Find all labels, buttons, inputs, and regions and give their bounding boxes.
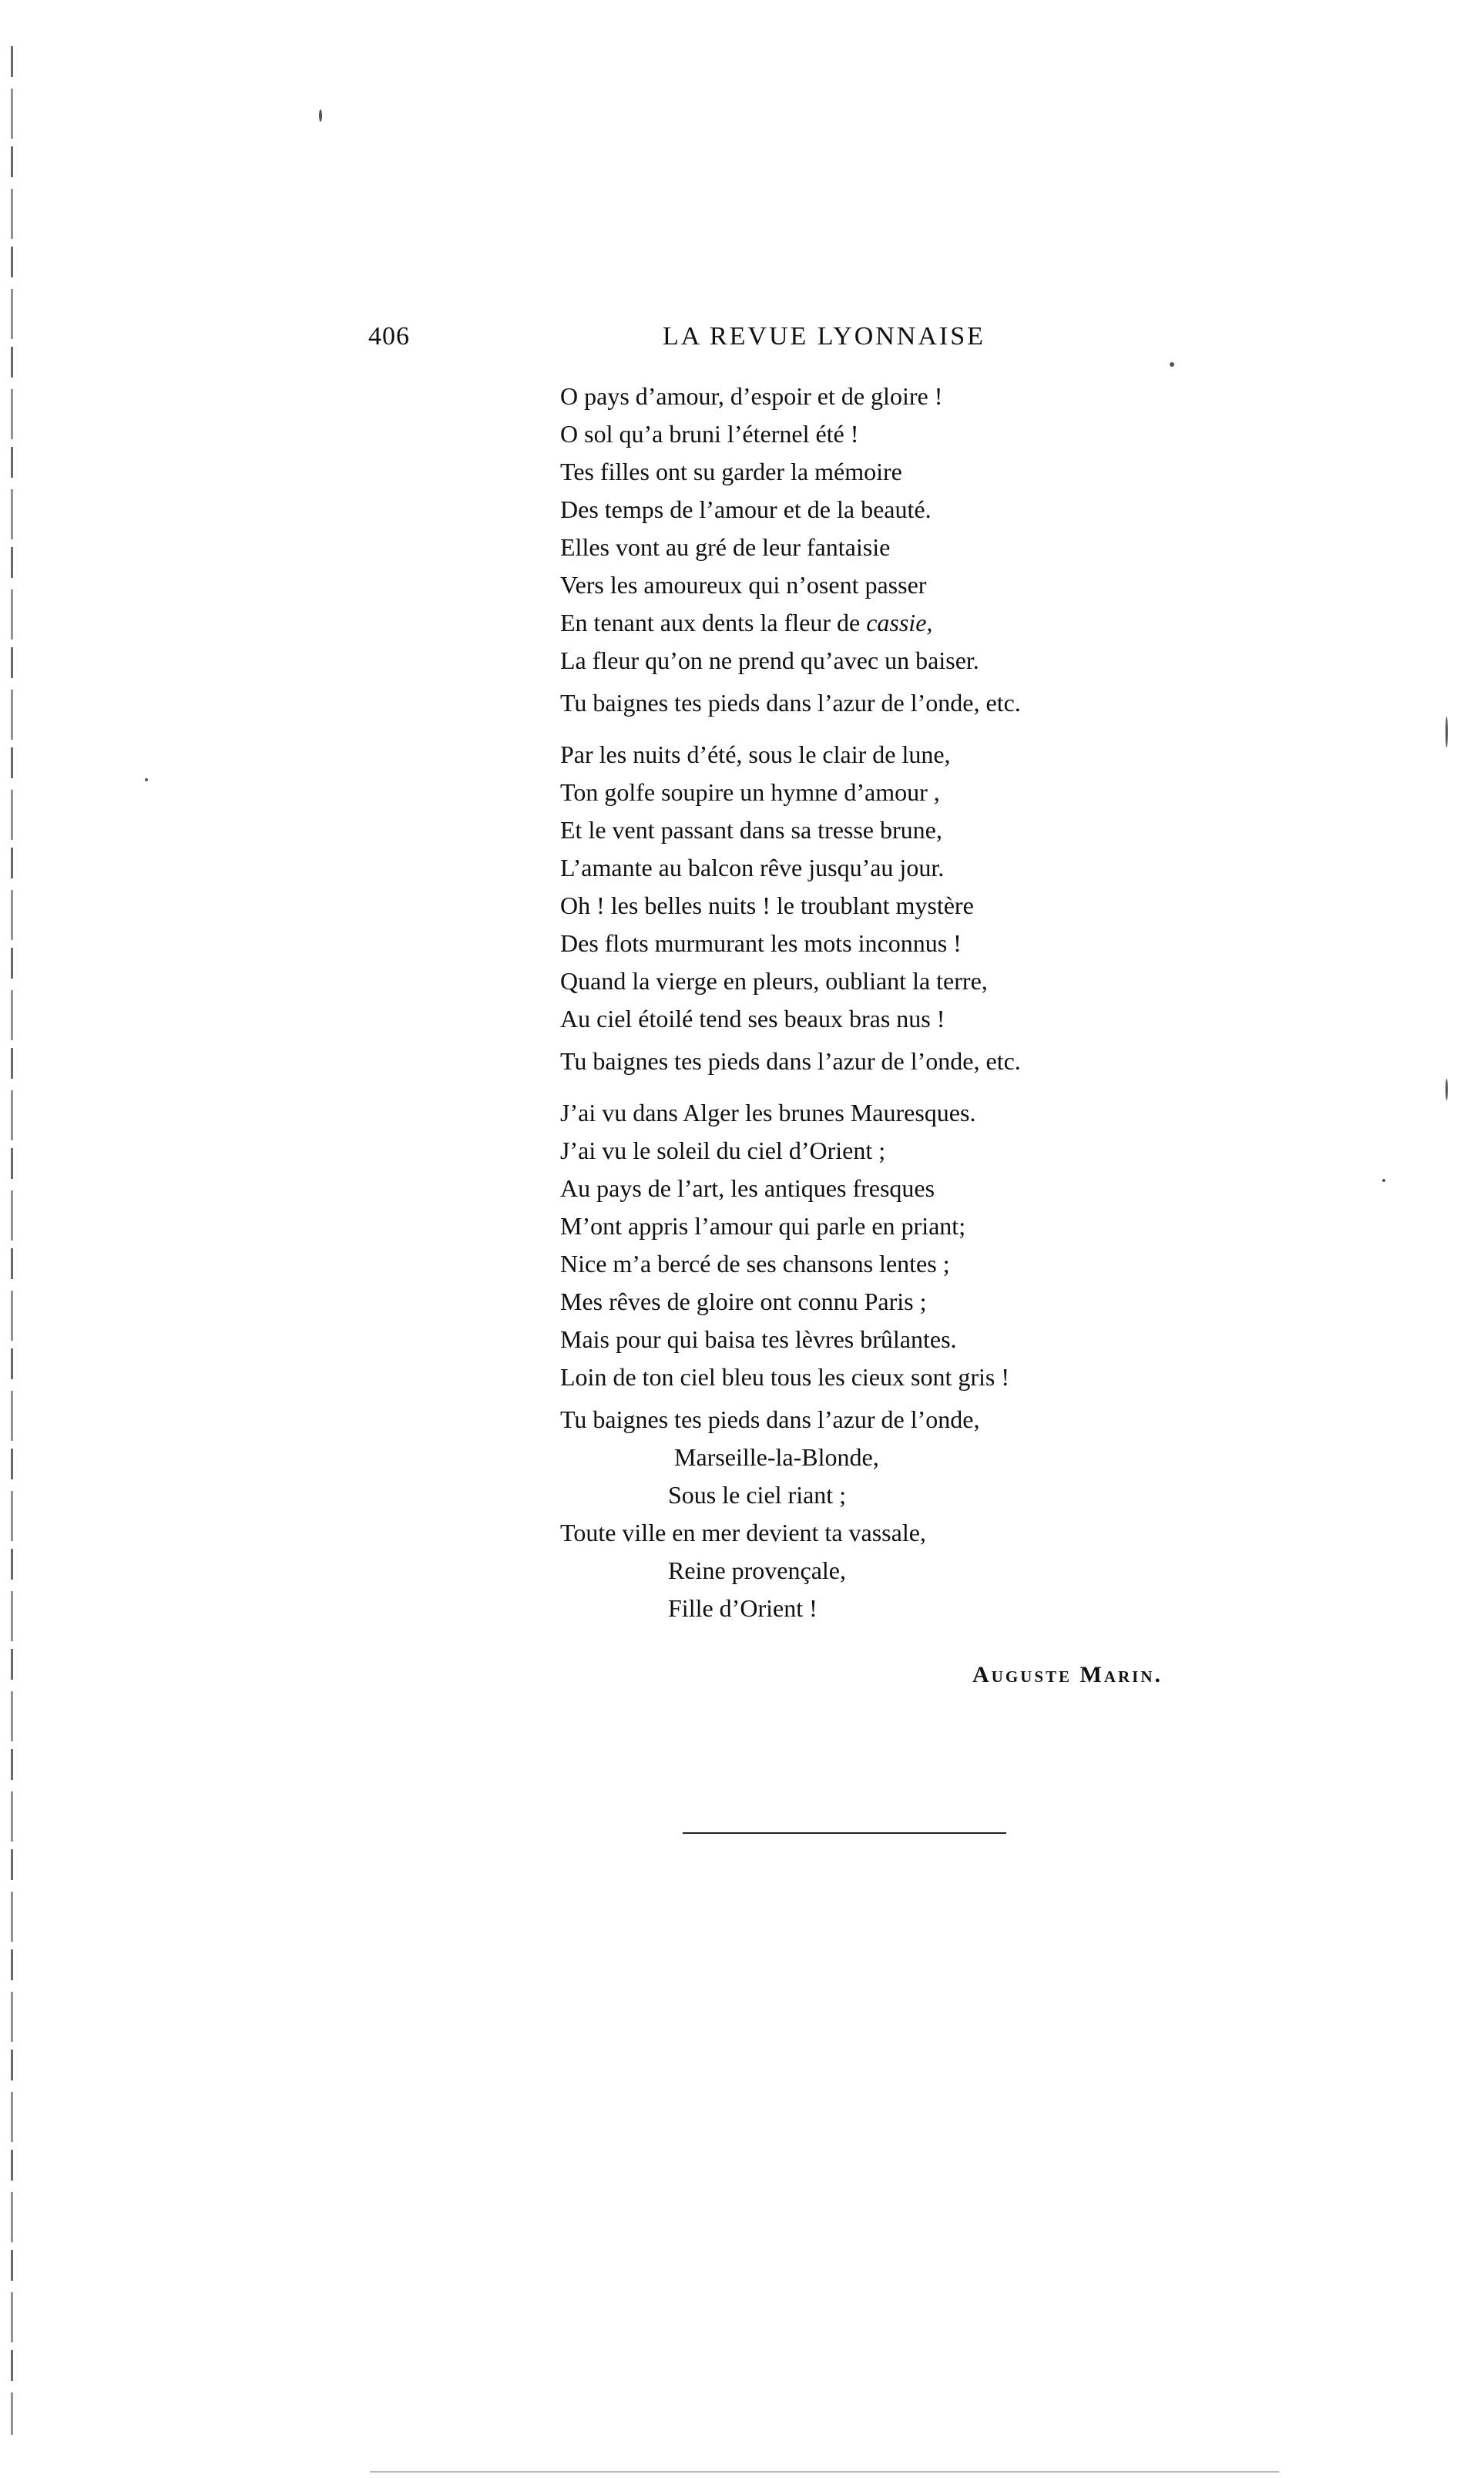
section-divider <box>683 1832 1006 1834</box>
verse-line: Quand la vierge en pleurs, oubliant la terre, <box>560 967 988 995</box>
stanza <box>560 378 1254 722</box>
italic-word: cassie, <box>866 609 933 636</box>
verse-line: Tes filles ont su garder la mémoire <box>560 458 902 485</box>
scan-speck <box>319 109 322 122</box>
verse-line: J’ai vu dans Alger les brunes Mauresques. <box>560 1099 976 1127</box>
running-title: LA REVUE LYONNAISE <box>663 322 985 351</box>
verse-line: Et le vent passant dans sa tresse brune, <box>560 816 942 844</box>
verse-line: Elles vont au gré de leur fantaisie <box>560 533 891 561</box>
poem <box>560 378 1254 1627</box>
refrain-line: Tu baignes tes pieds dans l’azur de l’onde, etc. <box>560 689 1021 717</box>
verse-line: Vers les amoureux qui n’osent passer <box>560 571 927 599</box>
verse-line: Ton golfe soupire un hymne d’amour , <box>560 778 940 806</box>
verse-text: En tenant aux dents la fleur de <box>560 609 861 636</box>
verse-line: J’ai vu le soleil du ciel d’Orient ; <box>560 1137 886 1164</box>
verse-line: O sol qu’a bruni l’éternel été ! <box>560 420 859 448</box>
verse-line: Des flots murmurant les mots inconnus ! <box>560 929 962 957</box>
verse-line <box>560 604 1254 642</box>
scan-speck <box>1445 1079 1448 1100</box>
verse-line: Par les nuits d’été, sous le clair de lune, <box>560 740 951 768</box>
refrain-line: Tu baignes tes pieds dans l’azur de l’onde, <box>560 1405 980 1433</box>
stanza <box>560 736 1254 1080</box>
refrain-line: Tu baignes tes pieds dans l’azur de l’onde, etc. <box>560 1047 1021 1075</box>
verse-line: Nice m’a bercé de ses chansons lentes ; <box>560 1250 950 1278</box>
verse-line: La fleur qu’on ne prend qu’avec un baiser. <box>560 646 979 674</box>
refrain-line: Fille d’Orient ! <box>668 1594 818 1622</box>
author-signature: Auguste Marin. <box>972 1662 1163 1687</box>
stanza <box>560 1094 1254 1627</box>
refrain-line: Reine provençale, <box>668 1556 846 1584</box>
verse-line: Mais pour qui baisa tes lèvres brûlantes. <box>560 1325 957 1353</box>
verse-line: O pays d’amour, d’espoir et de gloire ! <box>560 382 943 410</box>
verse-line: M’ont appris l’amour qui parle en priant; <box>560 1212 966 1240</box>
scan-speck <box>1445 717 1448 747</box>
verse-line: Mes rêves de gloire ont connu Paris ; <box>560 1288 927 1315</box>
scan-left-edge <box>11 46 13 2435</box>
refrain-line: Sous le ciel riant ; <box>668 1481 847 1509</box>
verse-line: L’amante au balcon rêve jusqu’au jour. <box>560 854 945 881</box>
scan-speck <box>145 778 148 781</box>
verse-line: Au ciel étoilé tend ses beaux bras nus ! <box>560 1005 945 1032</box>
scan-speck <box>1170 362 1174 367</box>
verse-line: Au pays de l’art, les antiques fresques <box>560 1174 935 1202</box>
refrain-line: Marseille-la-Blonde, <box>674 1443 879 1471</box>
verse-line: Des temps de l’amour et de la beauté. <box>560 495 932 523</box>
verse-line: Loin de ton ciel bleu tous les cieux sont gris ! <box>560 1363 1009 1391</box>
scan-bottom-edge <box>370 2471 1279 2473</box>
scan-speck <box>1382 1179 1385 1182</box>
verse-line: Oh ! les belles nuits ! le troublant mystère <box>560 891 974 919</box>
page-header <box>362 322 1048 361</box>
page-number: 406 <box>368 322 410 351</box>
refrain-line: Toute ville en mer devient ta vassale, <box>560 1519 926 1546</box>
